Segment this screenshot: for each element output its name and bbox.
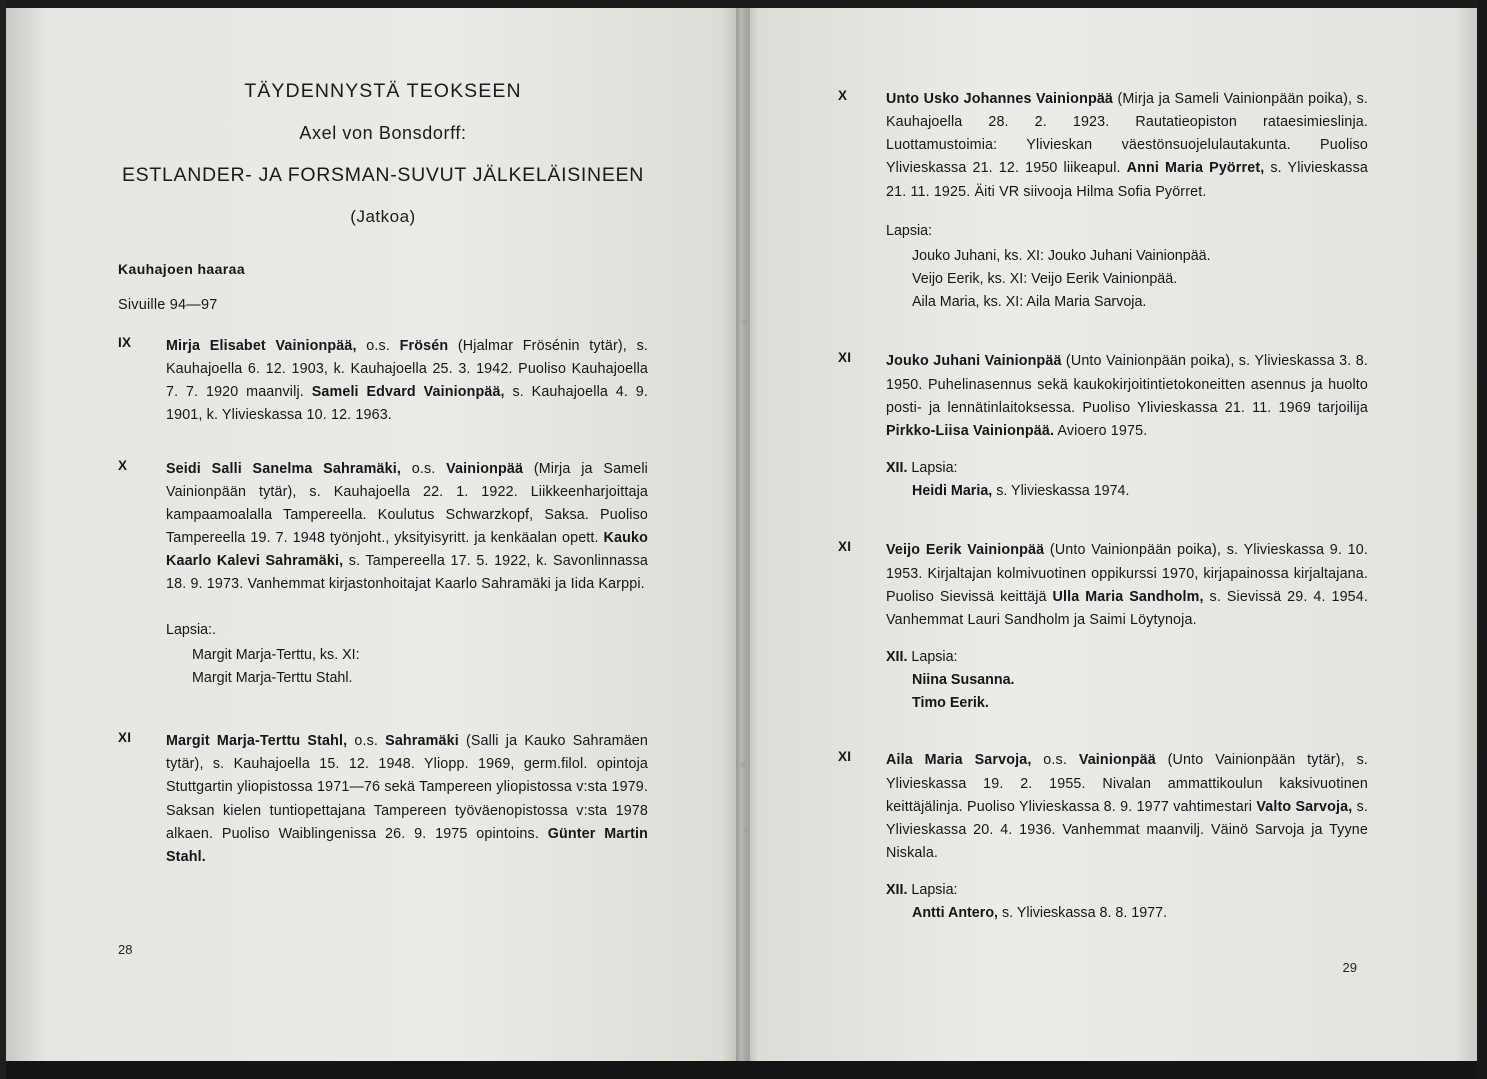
sub-generation-label: XII. Lapsia: xyxy=(886,648,958,665)
child-item: Niina Susanna. xyxy=(912,672,1015,689)
page-title xyxy=(118,80,648,227)
child-item: Timo Eerik. xyxy=(912,695,989,712)
entry-text: Margit Marja-Terttu Stahl, o.s. Sahramäki (Salli ja Kauko Sahramäen tytär), s. Kauhajoella 15. 12. 1948. Yliopp. 1969, germ.filol. opintoja Stuttgartin yliopistossa 1971—76 sekä Tampereen yliopistossa v:sta 1979. Saksan kielen tuntiopettajana Tampereen työväenopistossa v:sta 1978 alkaen. Puoliso Waiblingenissa 26. 9. 1975 opintoins. Günter Martin Stahl. xyxy=(166,733,648,865)
title-line-1: TÄYDENNYSTÄ TEOKSEEN xyxy=(244,80,522,102)
genealogy-entry xyxy=(118,458,648,597)
child-item: Aila Maria, ks. XI: Aila Maria Sarvoja. xyxy=(912,294,1147,311)
generation-numeral: IX xyxy=(118,335,132,350)
scan-edge-top xyxy=(0,0,1487,8)
children-label: Lapsia: xyxy=(886,222,933,239)
generation-numeral: XI xyxy=(838,749,852,765)
entry-text: Veijo Eerik Vainionpää (Unto Vainionpään poika), s. Ylivieskassa 9. 10. 1953. Kirjaltajan kolmivuotinen oppikurssi 1970, kirjapainossa kirjaltajana. Puoliso Sievissä keittäjä Ulla Maria Sandholm, s. Sievissä 29. 4. 1954. Vanhemmat Lauri Sandholm ja Saimi Löytynoja. xyxy=(886,542,1369,628)
title-line-2: Axel von Bonsdorff: xyxy=(299,123,467,143)
generation-numeral: XI xyxy=(838,539,852,555)
genealogy-entry xyxy=(118,730,648,869)
page-number-left: 28 xyxy=(118,942,133,957)
right-page-content xyxy=(838,88,1368,926)
genealogy-entry xyxy=(838,539,1368,632)
scan-speck xyxy=(740,762,746,768)
child-item: Heidi Maria, s. Ylivieskassa 1974. xyxy=(912,483,1130,500)
child-item: Margit Marja-Terttu Stahl. xyxy=(192,669,353,686)
genealogy-entry xyxy=(838,88,1368,204)
left-page-content xyxy=(118,80,648,899)
generation-numeral: XI xyxy=(118,730,132,746)
entry-text: Mirja Elisabet Vainionpää, o.s. Frösén (Hjalmar Frösénin tytär), s. Kauhajoella 6. 12. 1903, k. Kauhajoella 25. 3. 1942. Puoliso Kauhajoella 7. 7. 1920 maanvilj. Sameli Edvard Vainionpää, s. Kauhajoella 4. 9. 1901, k. Ylivieskassa 10. 12. 1963. xyxy=(166,338,648,424)
children-list xyxy=(838,220,1368,315)
sub-generation-block xyxy=(838,646,1368,715)
entry-text: Aila Maria Sarvoja, o.s. Vainionpää (Unto Vainionpään tytär), s. Ylivieskassa 19. 2. 1955. Nivalan ammattikoulun kaksivuotinen keittäjälinja. Puoliso Ylivieskassa 8. 9. 1977 vahtimestari Valto Sarvoja, s. Ylivieskassa 20. 4. 1936. Vanhemmat maanvilj. Väinö Sarvoja ja Tyyne Niskala. xyxy=(886,752,1369,862)
child-item: Margit Marja-Terttu, ks. XI: xyxy=(192,646,360,663)
sub-generation-label: XII. Lapsia: xyxy=(886,882,958,899)
genealogy-entry xyxy=(838,350,1368,443)
entry-text: Unto Usko Johannes Vainionpää (Mirja ja Sameli Vainionpään poika), s. Kauhajoella 28. 2. 1923. Rautatieopiston rataesimieslinja. Luottamustoimia: Ylivieskan väestönsuojelulautakunta. Puoliso Ylivieskassa 21. 12. 1950 liikeapul. Anni Maria Pyörret, s. Ylivieskassa 21. 11. 1925. Äiti VR siivooja Hilma Sofia Pyörret. xyxy=(886,91,1369,200)
title-line-4: (Jatkoa) xyxy=(350,207,416,226)
title-line-3: ESTLANDER- JA FORSMAN-SUVUT JÄLKELÄISINEEN xyxy=(121,164,645,186)
section-heading: Kauhajoen haaraa xyxy=(118,261,245,277)
sub-generation-label: XII. Lapsia: xyxy=(886,460,958,477)
scan-speck xyxy=(744,828,748,832)
child-item: Veijo Eerik, ks. XI: Veijo Eerik Vainionpää. xyxy=(912,271,1178,288)
entry-text: Seidi Salli Sanelma Sahramäki, o.s. Vainionpää (Mirja ja Sameli Vainionpään tytär), s. Kauhajoella 22. 1. 1922. Liikkeenharjoittaja kampaamoalalla Tampereella. Koulutus Schwarzkopf, Saksa. Puoliso Tampereella 19. 7. 1948 työnjoht., yksityisyritt. ja kenkäalan opett. Kauko Kaarlo Kalevi Sahramäki, s. Tampereella 17. 5. 1922, k. Savonlinnassa 18. 9. 1973. Vanhemmat kirjastonhoitajat Kaarlo Sahramäki ja Iida Karppi. xyxy=(166,460,648,593)
sub-generation-block xyxy=(838,879,1368,925)
book-gutter xyxy=(736,8,750,1061)
genealogy-entry xyxy=(838,749,1368,865)
child-item: Antti Antero, s. Ylivieskassa 8. 8. 1977. xyxy=(912,905,1168,922)
pages-reference: Sivuille 94—97 xyxy=(118,297,218,313)
entry-text: Jouko Juhani Vainionpää (Unto Vainionpään poika), s. Ylivieskassa 3. 8. 1950. Puhelinasennus sekä kaukokirjoitintietokoneitten asennus ja huolto posti- ja lennätinlaitoksessa. Puoliso Ylivieskassa 21. 11. 1969 tarjoilija Pirkko-Liisa Vainionpää. Avioero 1975. xyxy=(886,353,1368,439)
scan-edge-right xyxy=(1477,0,1487,1079)
children-label: Lapsia:. xyxy=(166,621,217,638)
scan-speck xyxy=(742,320,747,325)
sub-generation-block xyxy=(838,457,1368,503)
generation-numeral: XI xyxy=(838,350,852,366)
scan-edge-bottom xyxy=(0,1061,1487,1079)
children-list xyxy=(118,619,648,690)
generation-numeral: X xyxy=(118,457,128,473)
generation-numeral: X xyxy=(838,88,848,103)
page-number-right: 29 xyxy=(1342,960,1357,975)
child-item: Jouko Juhani, ks. XI: Jouko Juhani Vainionpää. xyxy=(912,247,1211,264)
genealogy-entry xyxy=(118,335,648,428)
